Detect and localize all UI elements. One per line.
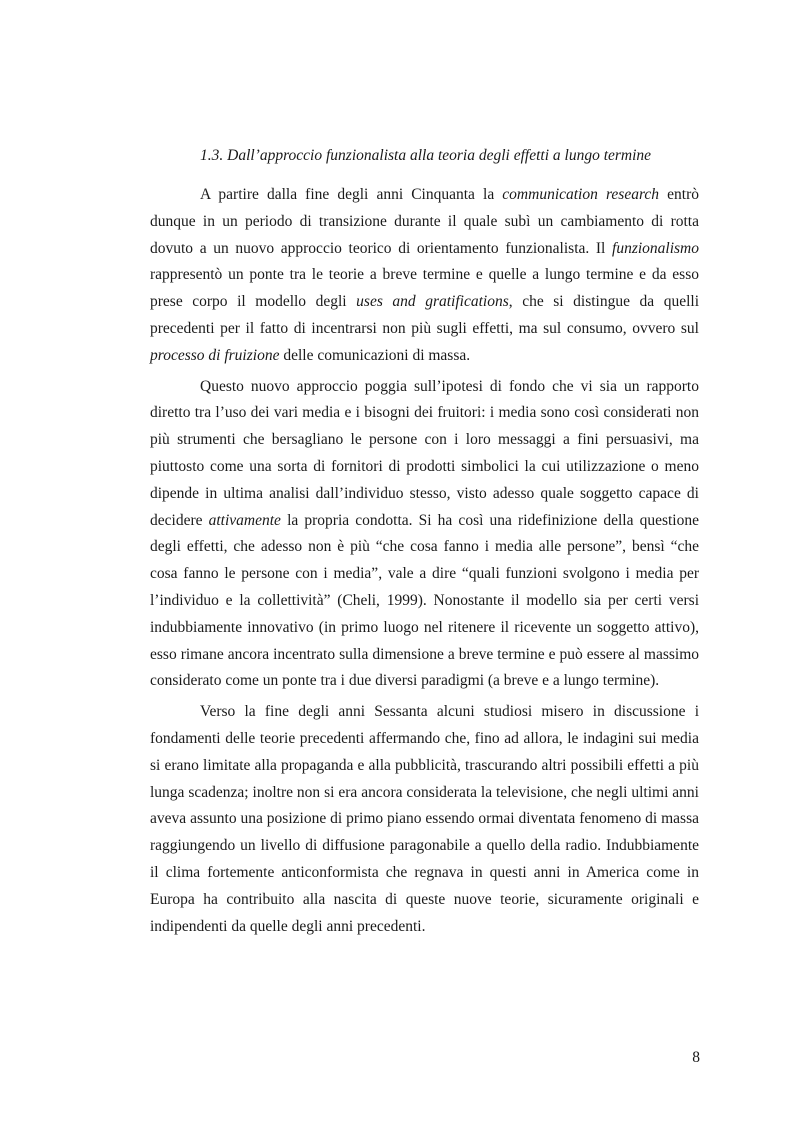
italic-term-processo-di-fruizione: processo di fruizione: [150, 346, 280, 364]
paragraph-text: entrò dunque in un periodo di transizione durante il quale subì un cambiamento di rotta dovuto a un nuovo approccio teorico di orientamento funzionalista. Il: [150, 186, 699, 257]
paragraph-text: Questo nuovo approccio poggia sull’ipotesi di fondo che vi sia un rapporto diretto tra l’uso dei vari media e i bisogni dei fruitori: i media sono così considerati non più strumenti che bersagliano le persone con i loro messaggi a fini persuasivi, ma piuttosto come una sorta di fornitori di prodotti simbolici la cui utilizzazione o meno dipende in ultima analisi dall’individuo stesso, visto adesso quale soggetto capace di decidere: [150, 377, 699, 529]
page-number: 8: [692, 1049, 700, 1066]
paragraph-text: delle comunicazioni di massa.: [279, 346, 471, 364]
paragraph-text: A partire dalla fine degli anni Cinquanta la: [200, 186, 503, 203]
paragraph-1: [150, 182, 699, 370]
paragraph-2: [150, 374, 699, 696]
italic-term-uses-and-gratifications: uses and gratifications: [356, 293, 509, 311]
document-page: [150, 146, 699, 944]
paragraph-text: Verso la fine degli anni Sessanta alcuni studiosi misero in discussione i fondamenti delle teorie precedenti affermando che, fino ad allora, le indagini sui media si erano limitate alla propaganda e alla pubblicità, trascurando altri possibili effetti a più lunga scadenza; inoltre non si era ancora considerata la televisione, che negli ultimi anni aveva assunto una posizione di primo piano essendo ormai diventata fenomeno di massa raggiungendo un livello di diffusione paragonabile a quello della radio. Indubbiamente il clima fortemente anticonformista che regnava in questi anni in America come in Europa ha contribuito alla nascita di queste nuove teorie, sicuramente originali e indipendenti da quelle degli anni precedenti.: [150, 703, 699, 935]
section-heading: 1.3. Dall’approccio funzionalista alla teoria degli effetti a lungo termine: [200, 147, 652, 164]
paragraph-text: la propria condotta. Si ha così una ridefinizione della questione degli effetti, che adesso non è più “che cosa fanno i media alle persone”, bensì “che cosa fanno le persone con i media”, vale a dire “quali funzioni svolgono i media per l’individuo e la collettività” (Cheli, 1999). Nonostante il modello sia per certi versi indubbiamente innovativo (in primo luogo nel ritenere il ricevente un soggetto attivo), esso rimane ancora incentrato sulla dimensione a breve termine e può essere al massimo considerato come un ponte tra i due diversi paradigmi (a breve e a lungo termine).: [150, 511, 699, 690]
paragraph-3: [150, 699, 699, 940]
italic-term-funzionalismo: funzionalismo: [612, 239, 699, 257]
italic-term-communication-research: communication research: [502, 186, 660, 203]
paragraph-text: rappresentò un ponte tra le teorie a breve termine e quelle a lungo termine e da esso prese corpo il modello degli: [150, 266, 699, 311]
italic-term-attivamente: attivamente: [208, 511, 281, 529]
paragraph-text: , che si distingue da quelli precedenti per il fatto di incentrarsi non più sugli effetti, ma sul consumo, ovvero sul: [150, 293, 700, 337]
